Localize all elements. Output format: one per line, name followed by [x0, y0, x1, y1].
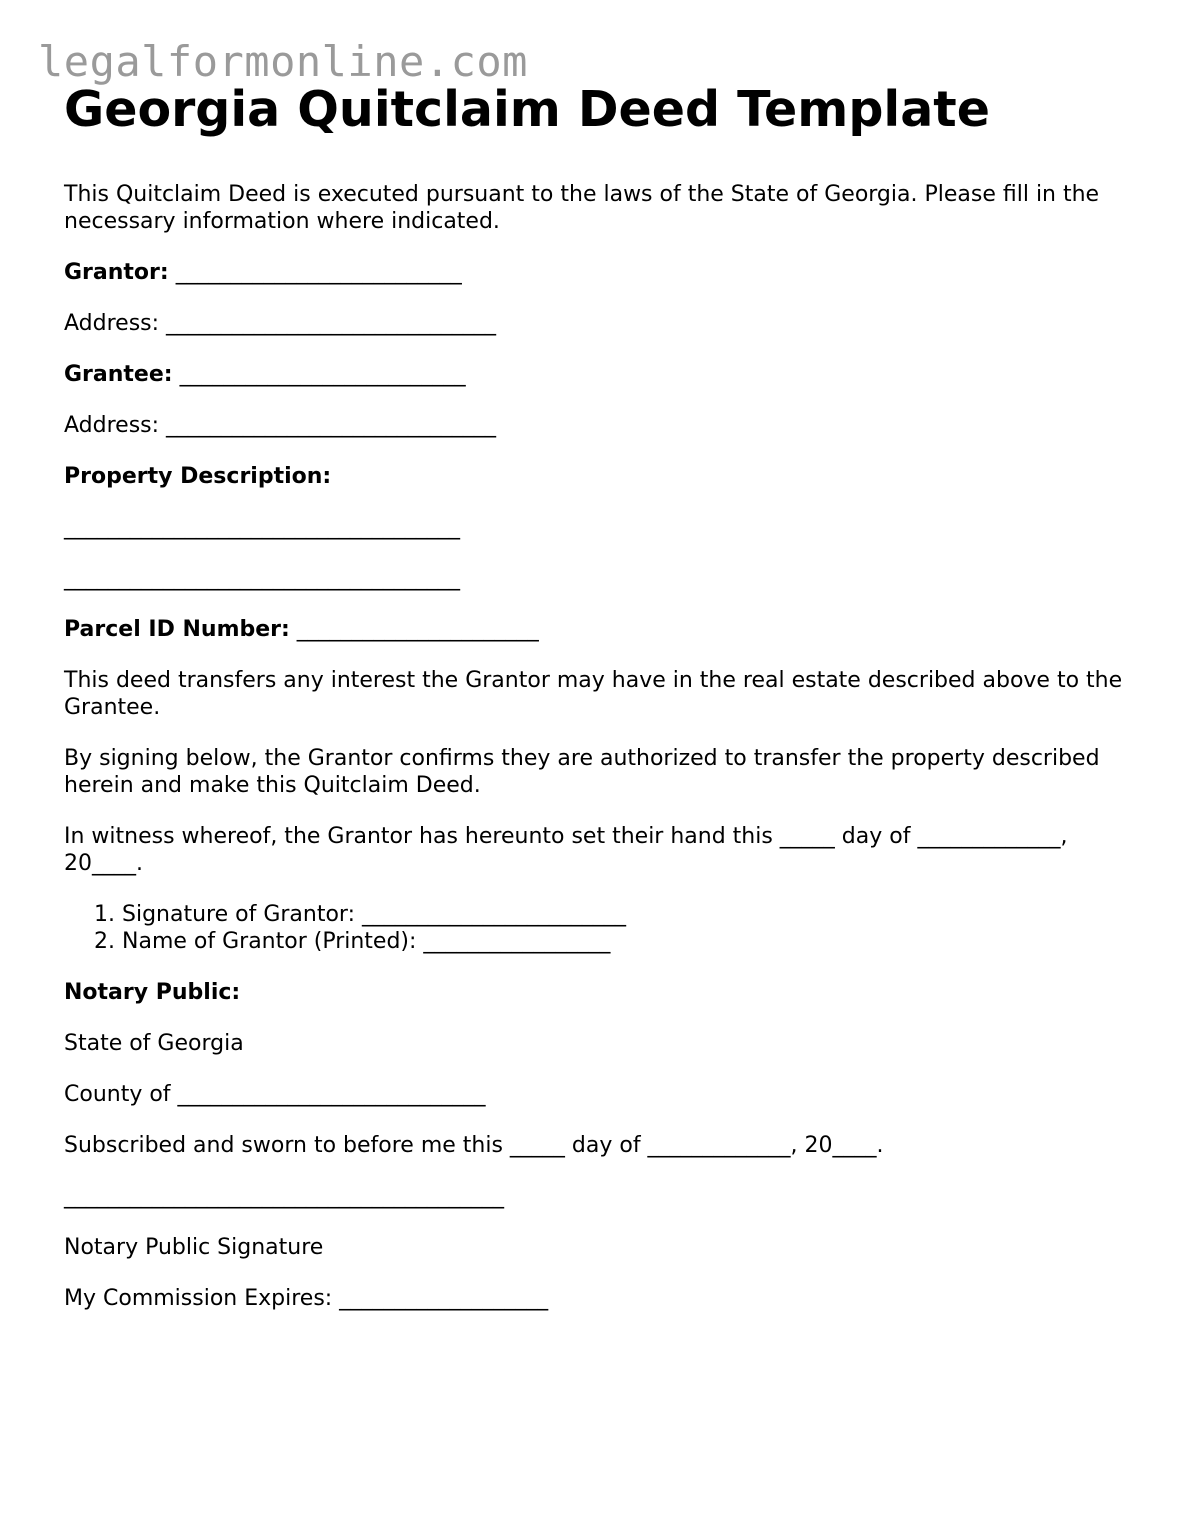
signature-list	[64, 901, 1124, 955]
transfer-paragraph: This deed transfers any interest the Grantor may have in the real estate described above to the Grantee.	[64, 668, 1123, 720]
signature-of-grantor-item: 1. Signature of Grantor: ________________________	[122, 901, 1124, 928]
property-description-line-1: ____________________________________	[64, 515, 460, 540]
page-title: Georgia Quitclaim Deed Template	[64, 81, 990, 138]
notary-signature-label: Notary Public Signature	[64, 1235, 324, 1260]
grantor-field	[64, 259, 1124, 286]
notary-public-label: Notary Public:	[64, 980, 241, 1005]
witness-paragraph: In witness whereof, the Grantor has hereunto set their hand this _____ day of _____________, 20____.	[64, 824, 1068, 876]
notary-signature-line: ________________________________________	[64, 1184, 504, 1209]
state-line: State of Georgia	[64, 1031, 244, 1056]
grantee-field	[64, 361, 1124, 388]
grantor-address-field: Address: ______________________________	[64, 311, 497, 336]
parcel-id-label: Parcel ID Number:	[64, 617, 290, 642]
grantee-label: Grantee:	[64, 362, 173, 387]
watermark: legalformonline.com	[38, 37, 528, 86]
county-field: County of ____________________________	[64, 1082, 486, 1107]
grantor-label: Grantor:	[64, 260, 169, 285]
property-description-line-2: ____________________________________	[64, 566, 460, 591]
grantee-blank: __________________________	[172, 362, 466, 387]
parcel-id-field	[64, 616, 1124, 643]
intro-paragraph: This Quitclaim Deed is executed pursuant to the laws of the State of Georgia. Please fill in the necessary information where indicated.	[64, 182, 1100, 234]
name-of-grantor-item: 2. Name of Grantor (Printed): _________________	[122, 928, 1124, 955]
document-body	[64, 78, 1124, 1312]
grantor-blank: __________________________	[168, 260, 462, 285]
grantee-address-field: Address: ______________________________	[64, 413, 497, 438]
parcel-id-blank: ______________________	[289, 617, 539, 642]
property-description-label: Property Description:	[64, 464, 332, 489]
subscribed-sworn-line: Subscribed and sworn to before me this _____ day of _____________, 20____.	[64, 1133, 884, 1158]
commission-expires-field: My Commission Expires: ___________________	[64, 1286, 549, 1311]
authorization-paragraph: By signing below, the Grantor confirms they are authorized to transfer the property described herein and make this Quitclaim Deed.	[64, 746, 1100, 798]
